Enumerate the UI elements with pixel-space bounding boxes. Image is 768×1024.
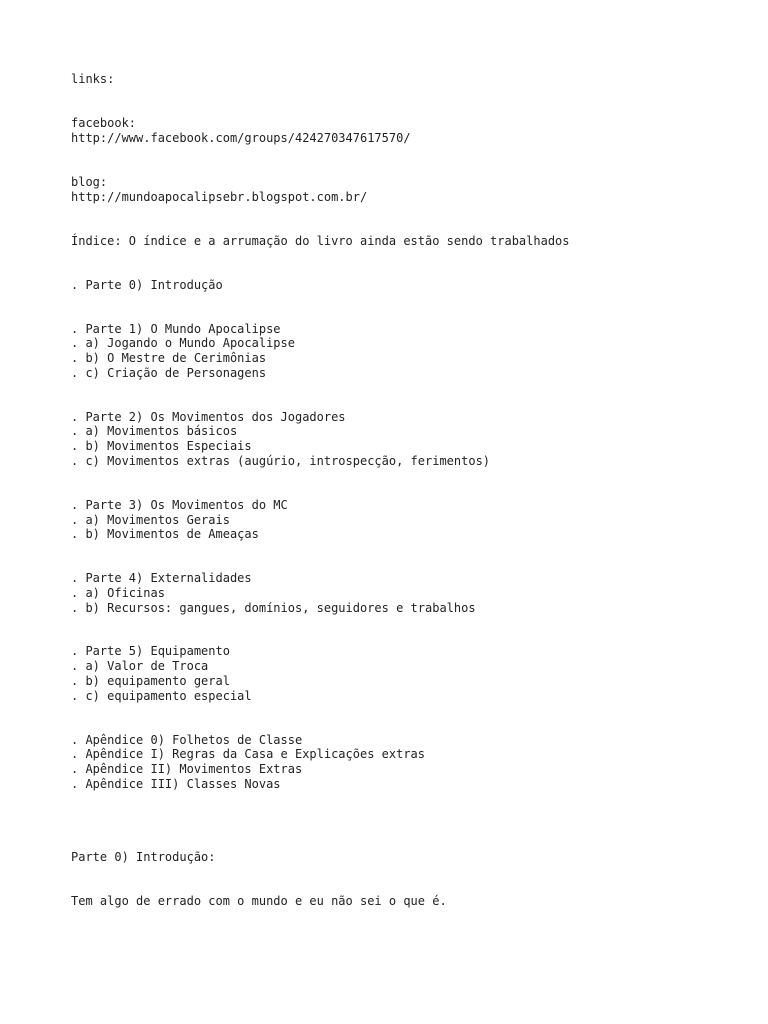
toc-part-0: . Parte 0) Introdução [71,278,223,292]
blog-url[interactable]: http://mundoapocalipsebr.blogspot.com.br/ [71,190,368,204]
facebook-label: facebook: [71,116,137,130]
toc-item: . a) Movimentos Gerais [71,513,230,527]
toc-item: . Apêndice II) Movimentos Extras [71,762,303,776]
toc-item: . c) Criação de Personagens [71,366,267,380]
toc-item: . b) O Mestre de Cerimônias [71,351,267,365]
toc-item: . c) Movimentos extras (augúrio, introspecção, ferimentos) [71,454,491,468]
toc-appendix-0: . Apêndice 0) Folhetos de Classe [71,733,303,747]
toc-item: . b) Movimentos Especiais [71,439,252,453]
facebook-url[interactable]: http://www.facebook.com/groups/424270347617570/ [71,131,411,145]
toc-item: . c) equipamento especial [71,689,252,703]
blog-label: blog: [71,175,108,189]
toc-part-4: . Parte 4) Externalidades [71,571,252,585]
toc-part-2: . Parte 2) Os Movimentos dos Jogadores [71,410,346,424]
toc-item: . Apêndice I) Regras da Casa e Explicações extras [71,747,426,761]
index-heading: Índice: O índice e a arrumação do livro ainda estão sendo trabalhados [71,234,570,248]
toc-part-1: . Parte 1) O Mundo Apocalipse [71,322,281,336]
intro-paragraph: Tem algo de errado com o mundo e eu não sei o que é. [71,894,447,908]
section-heading: Parte 0) Introdução: [71,850,216,864]
toc-item: . b) equipamento geral [71,674,230,688]
toc-part-5: . Parte 5) Equipamento [71,644,230,658]
toc-item: . a) Movimentos básicos [71,424,238,438]
toc-item: . b) Movimentos de Ameaças [71,527,259,541]
toc-item: . Apêndice III) Classes Novas [71,777,281,791]
toc-item: . a) Jogando o Mundo Apocalipse [71,336,295,350]
links-label: links: [71,72,115,86]
toc-item: . b) Recursos: gangues, domínios, seguidores e trabalhos [71,601,476,615]
toc-part-3: . Parte 3) Os Movimentos do MC [71,498,288,512]
toc-item: . a) Oficinas [71,586,165,600]
toc-item: . a) Valor de Troca [71,659,209,673]
